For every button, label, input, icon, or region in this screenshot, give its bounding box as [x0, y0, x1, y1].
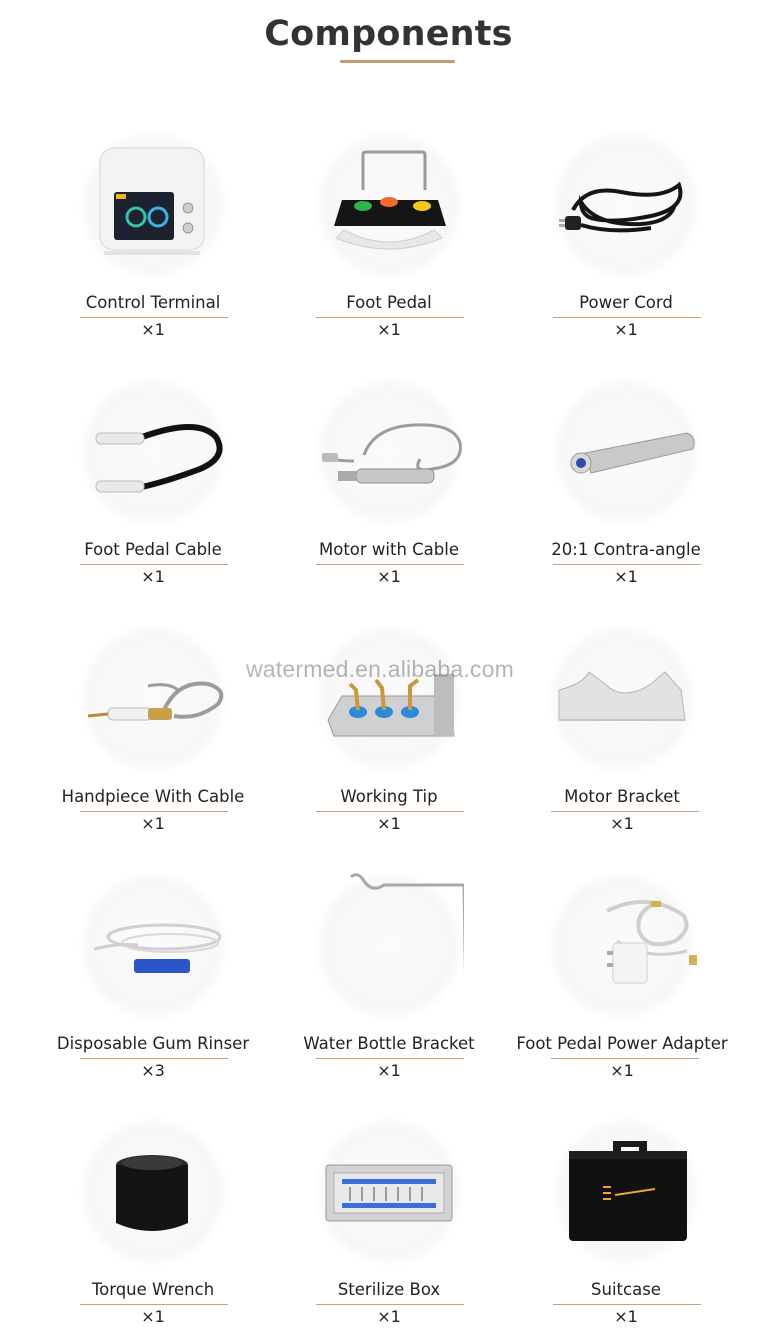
- item-underline: [80, 317, 228, 318]
- item-qty: ×3: [141, 1061, 165, 1080]
- item-name: Torque Wrench: [91, 1280, 215, 1299]
- item-qty: ×1: [141, 567, 165, 586]
- working-tip-icon: [314, 624, 464, 774]
- component-item: [492, 871, 752, 1086]
- item-qty: ×1: [377, 320, 401, 339]
- cable-icon: [78, 377, 228, 527]
- item-underline: [80, 811, 228, 812]
- item-underline: [80, 1058, 228, 1059]
- handpiece-icon: [78, 624, 228, 774]
- contra-angle-icon: [551, 377, 701, 527]
- item-qty: ×1: [141, 814, 165, 833]
- motor-bracket-icon: [547, 624, 697, 774]
- item-qty: ×1: [377, 1061, 401, 1080]
- component-item: [23, 624, 283, 839]
- item-underline: [316, 317, 464, 318]
- item-qty: ×1: [141, 1307, 165, 1326]
- item-name: Foot Pedal Power Adapter: [516, 1034, 728, 1053]
- item-name: Motor with Cable: [318, 540, 460, 559]
- item-qty: ×1: [610, 1061, 634, 1080]
- watermark: watermed.en.alibaba.com: [246, 656, 514, 682]
- item-qty: ×1: [614, 320, 638, 339]
- item-underline: [316, 1058, 464, 1059]
- item-underline: [80, 564, 228, 565]
- component-item: [496, 130, 756, 345]
- item-name: Power Cord: [579, 293, 673, 312]
- item-qty: ×1: [377, 1307, 401, 1326]
- item-name: Control Terminal: [85, 293, 221, 312]
- item-underline: [316, 1304, 464, 1305]
- item-name: Water Bottle Bracket: [303, 1034, 475, 1053]
- item-name: Sterilize Box: [337, 1280, 441, 1299]
- item-name: Disposable Gum Rinser: [56, 1034, 250, 1053]
- item-underline: [316, 811, 464, 812]
- item-underline: [80, 1304, 228, 1305]
- item-name: Suitcase: [591, 1280, 661, 1299]
- item-name: Working Tip: [340, 787, 438, 806]
- component-item: [259, 871, 519, 1086]
- item-qty: ×1: [377, 814, 401, 833]
- item-name: Handpiece With Cable: [61, 787, 245, 806]
- component-item: [259, 1117, 519, 1337]
- item-name: Motor Bracket: [564, 787, 680, 806]
- component-item: [23, 871, 283, 1086]
- component-item: [259, 130, 519, 345]
- sterilize-box-icon: [314, 1117, 464, 1267]
- item-underline: [553, 564, 701, 565]
- component-item: [492, 624, 752, 839]
- item-underline: [551, 1058, 699, 1059]
- item-qty: ×1: [141, 320, 165, 339]
- component-item: [496, 377, 756, 592]
- item-qty: ×1: [377, 567, 401, 586]
- item-qty: ×1: [614, 567, 638, 586]
- item-name: Foot Pedal Cable: [84, 540, 222, 559]
- water-bottle-bracket-icon: [314, 871, 464, 1021]
- item-underline: [553, 317, 701, 318]
- motor-cable-icon: [314, 377, 464, 527]
- foot-pedal-icon: [314, 130, 464, 280]
- item-qty: ×1: [610, 814, 634, 833]
- component-item: [496, 1117, 756, 1337]
- component-item: [23, 130, 283, 345]
- power-cord-icon: [551, 130, 701, 280]
- component-item: [23, 1117, 283, 1337]
- gum-rinser-icon: [78, 871, 228, 1021]
- suitcase-icon: [551, 1117, 701, 1267]
- component-item: [23, 377, 283, 592]
- item-underline: [316, 564, 464, 565]
- control-terminal-icon: [78, 130, 228, 280]
- item-name: Foot Pedal: [346, 293, 432, 312]
- item-name: 20:1 Contra-angle: [551, 540, 701, 559]
- item-underline: [553, 1304, 701, 1305]
- item-underline: [551, 811, 699, 812]
- page-title: Components: [264, 14, 513, 54]
- title-underline: [340, 60, 455, 63]
- torque-wrench-icon: [78, 1117, 228, 1267]
- item-qty: ×1: [614, 1307, 638, 1326]
- power-adapter-icon: [547, 871, 697, 1021]
- component-item: [259, 377, 519, 592]
